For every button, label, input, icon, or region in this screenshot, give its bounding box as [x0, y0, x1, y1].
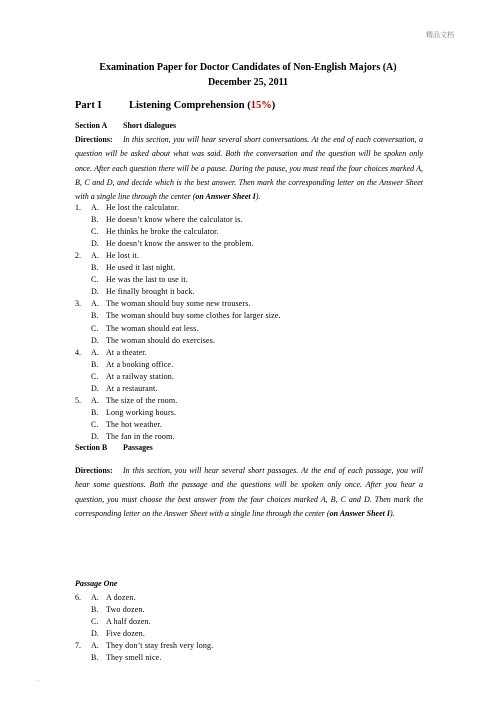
option-letter: B. [91, 605, 99, 615]
directions-a-text: In this section, you will hear several short conversations. At the end of each conversation, a question will be asked about what was said. Both the conversation and the question will be spoken only once. After each question there will be a pause. During the pause, you must read the four choices marked A, B, C and D, and decide which is the best answer. Then mark the corresponding letter on the Answer Sheet with a single line through the center ( [75, 135, 423, 202]
section-a-number: Section A [75, 121, 108, 130]
exam-title: Examination Paper for Doctor Candidates of Non-English Majors (A) [99, 62, 397, 73]
directions-a-ref: on Answer Sheet I [195, 192, 256, 202]
question-number: 2. [75, 251, 81, 261]
option-text: The size of the room. [106, 395, 178, 405]
option-letter: B. [91, 653, 99, 663]
directions-b-end: ). [389, 508, 395, 518]
option-text: He lost it. [106, 251, 139, 261]
question-number: 6. [75, 593, 81, 602]
option-text: The hot weather. [106, 419, 162, 429]
part-heading [75, 100, 275, 111]
option-letter: B. [91, 359, 99, 369]
option-letter: A. [91, 251, 99, 261]
option-text: He was the last to use it. [106, 275, 188, 285]
section-a-heading [75, 121, 176, 130]
option-text: The woman should buy some clothes for larger size. [106, 311, 281, 321]
option-text: He lost the calculator. [106, 203, 180, 212]
section-b-title: Passages [123, 443, 153, 452]
passage-one-heading: Passage One [75, 579, 118, 588]
section-b-number: Section B [75, 443, 108, 452]
option-letter: C. [91, 275, 99, 285]
option-letter: B. [91, 215, 99, 225]
option-letter: C. [91, 323, 99, 333]
option-text: They smell nice. [106, 653, 162, 663]
option-letter: A. [91, 299, 99, 309]
part-close: ) [271, 100, 276, 111]
section-a-title: Short dialogues [123, 121, 177, 130]
option-letter: D. [91, 335, 99, 345]
option-letter: C. [91, 227, 99, 237]
exam-date: December 25, 2011 [207, 77, 289, 88]
option-text: The woman should eat less. [106, 323, 199, 333]
option-text: At a railway station. [106, 371, 175, 381]
option-letter: B. [91, 407, 99, 417]
option-text: Long working hours. [106, 407, 177, 417]
option-text: At a booking office. [106, 359, 174, 369]
question-number: 3. [75, 299, 81, 309]
part-percent: 15% [250, 100, 272, 111]
option-text: Five dozen. [106, 629, 145, 639]
question-number: 5. [75, 395, 81, 405]
directions-a [75, 133, 423, 204]
option-letter: D. [91, 383, 99, 393]
option-letter: A. [91, 395, 99, 405]
option-text: The fan in the room. [106, 431, 175, 441]
option-text: Two dozen. [106, 605, 145, 615]
option-text: The woman should buy some new trousers. [106, 299, 251, 309]
page-footer: . [38, 677, 40, 683]
option-letter: C. [91, 617, 99, 627]
option-text: At a restaurant. [106, 383, 158, 393]
watermark: 精品文档 [426, 31, 454, 39]
option-letter: C. [91, 419, 99, 429]
option-text: A half dozen. [106, 617, 151, 627]
directions-a-end: ). [255, 192, 261, 202]
option-text: The woman should do exercises. [106, 335, 216, 345]
option-text: He finally brought it back. [106, 287, 195, 297]
question-number: 4. [75, 347, 81, 357]
option-text: A dozen. [106, 593, 136, 602]
option-letter: B. [91, 263, 99, 273]
option-text: He used it last night. [106, 263, 176, 273]
directions-b-label: Directions: [75, 466, 113, 475]
part-number: Part I [75, 100, 102, 111]
part-title: Listening Comprehension ( [129, 100, 251, 111]
option-letter: A. [91, 347, 99, 357]
option-text: They don’t stay fresh very long. [106, 641, 214, 651]
option-letter: B. [91, 311, 99, 321]
directions-b [75, 464, 423, 521]
option-letter: D. [91, 287, 99, 297]
section-b-heading [75, 443, 153, 452]
option-text: At a theater. [106, 347, 147, 357]
question-number: 7. [75, 641, 81, 651]
question-option [91, 651, 162, 665]
question-option [91, 430, 175, 444]
option-letter: D. [91, 431, 99, 441]
directions-b-ref: on Answer Sheet I [329, 508, 390, 518]
option-letter: A. [91, 641, 99, 651]
option-text: He doesn’t know the answer to the problem. [106, 239, 254, 249]
directions-b-text: In this section, you will hear several short passages. At the end of each passage, you will hear some questions. Both the passage and the questions will be spoken only once. After you hear a question, you must choose the best answer from the four choices marked A, B, C and D. Then mark the corresponding letter on the Answer Sheet with a single line through the center ( [75, 466, 423, 518]
option-letter: D. [91, 239, 99, 249]
question-number: 1. [75, 203, 81, 212]
option-letter: A. [91, 593, 99, 602]
directions-a-label: Directions: [75, 135, 113, 144]
option-letter: A. [91, 203, 99, 212]
option-text: He thinks he broke the calculator. [106, 227, 219, 237]
option-letter: D. [91, 629, 99, 639]
option-letter: C. [91, 371, 99, 381]
option-text: He doesn’t know where the calculator is. [106, 215, 243, 225]
